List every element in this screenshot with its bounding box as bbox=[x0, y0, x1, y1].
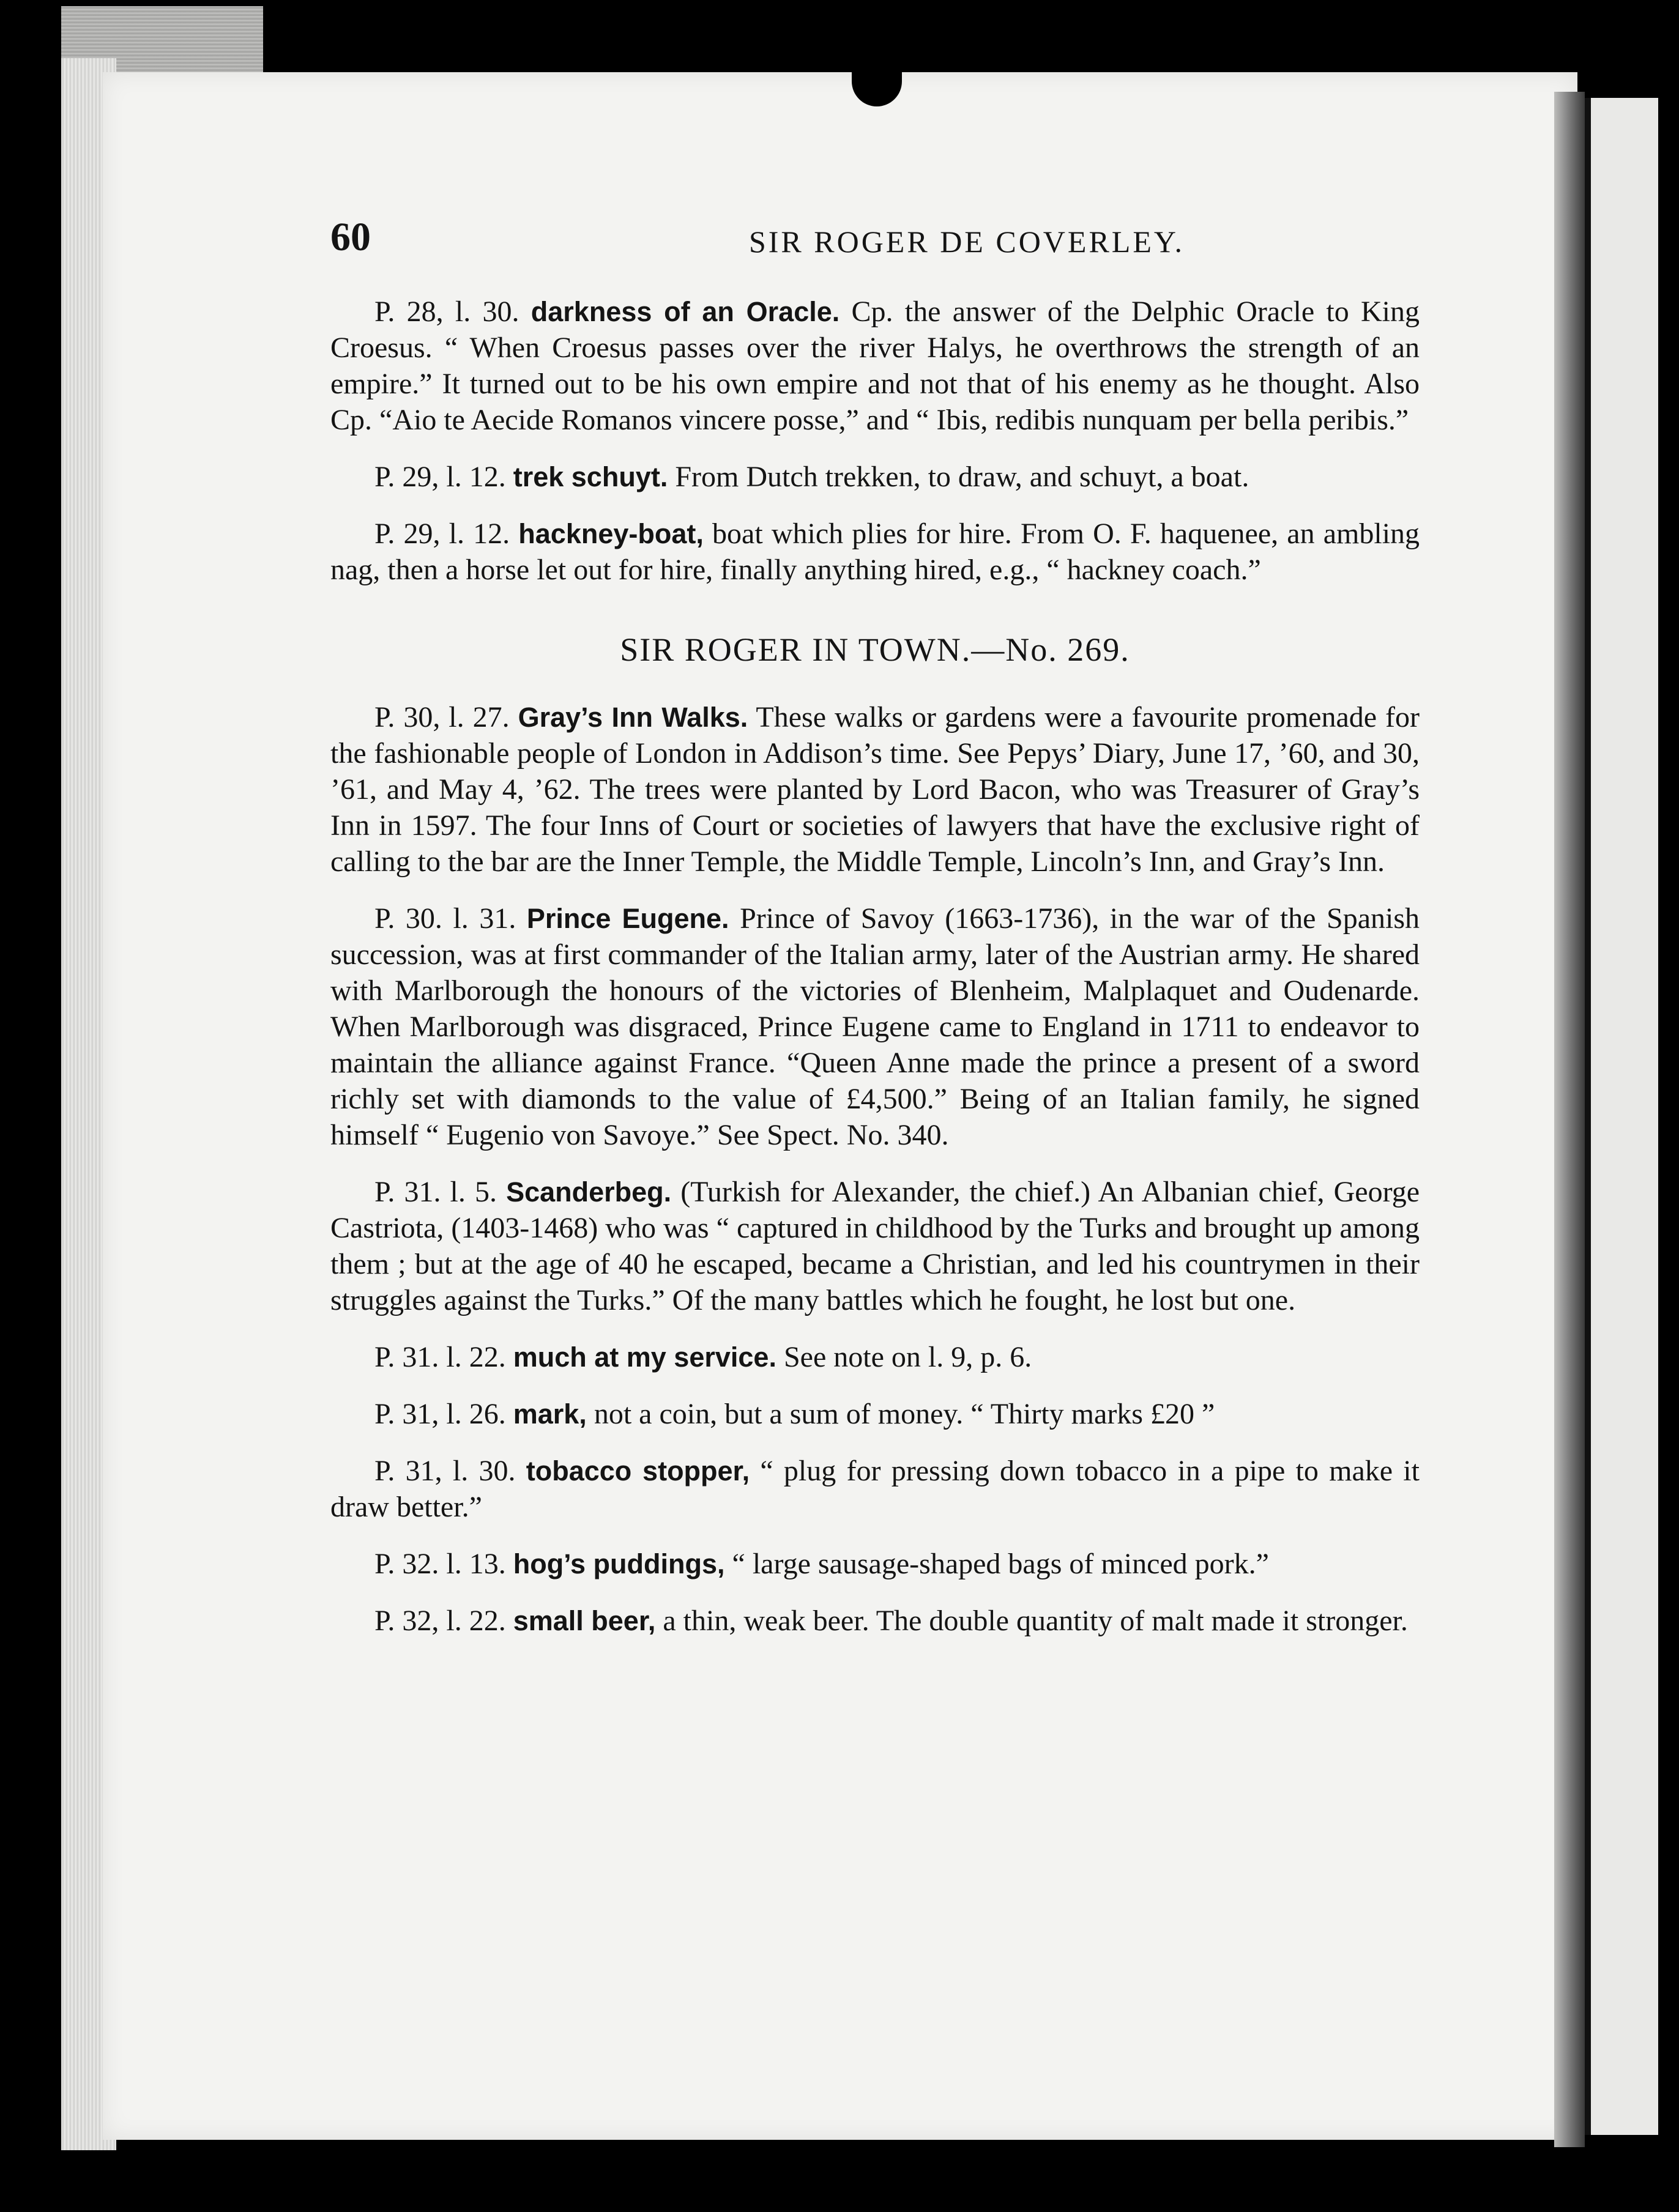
note-entry bbox=[330, 1174, 1420, 1318]
note-text: Cp. the answer of the Delphic Oracle to King Croesus. “ When Croesus passes over the river Halys, he overthrows the strength of an empire.” It turned out to be his own empire and not that of his enemy as he thought. Also Cp. “Aio te Aecide Romanos vincere posse,” and “ Ibis, redibis nunquam per bella peribis.” bbox=[330, 295, 1420, 436]
running-title: SIR ROGER DE COVERLEY. bbox=[748, 225, 1185, 259]
note-text: a thin, weak beer. The double quantity of malt made it stronger. bbox=[663, 1605, 1408, 1637]
facing-page-edge bbox=[1585, 98, 1658, 2135]
note-entry bbox=[330, 900, 1420, 1153]
note-reference: P. 30, l. 27. bbox=[374, 701, 510, 733]
note-lemma: mark, bbox=[513, 1398, 587, 1430]
note-entry bbox=[330, 1546, 1420, 1582]
note-entry bbox=[330, 1396, 1420, 1432]
note-lemma: much at my service. bbox=[513, 1342, 776, 1373]
note-lemma: hackney-boat, bbox=[518, 518, 704, 549]
note-text: “ large sausage-shaped bags of minced pork.” bbox=[732, 1548, 1269, 1580]
note-lemma: Prince Eugene. bbox=[526, 903, 729, 934]
note-reference: P. 31, l. 26. bbox=[374, 1398, 506, 1430]
note-lemma: small beer, bbox=[513, 1605, 656, 1636]
note-text: (Turkish for Alexander, the chief.) An Albanian chief, George Castriota, (1403-1468) who was “ captured in childhood by the Turks and brought up among them ; but at the age of 40 he escaped, became a Christian, and led his countrymen in their struggles against the Turks.” Of the many battles which he fought, he lost but one. bbox=[330, 1176, 1420, 1316]
note-entry bbox=[330, 1453, 1420, 1525]
note-lemma: trek schuyt. bbox=[513, 461, 668, 492]
notes-group-b bbox=[330, 699, 1420, 1639]
note-lemma: Scanderbeg. bbox=[506, 1176, 672, 1208]
note-lemma: hog’s puddings, bbox=[513, 1548, 725, 1579]
note-lemma: tobacco stopper, bbox=[526, 1455, 750, 1486]
page-number: 60 bbox=[330, 215, 371, 259]
note-reference: P. 31, l. 30. bbox=[374, 1455, 516, 1487]
note-text: “ plug for pressing down tobacco in a pipe to make it draw better.” bbox=[330, 1455, 1420, 1523]
note-reference: P. 31. l. 22. bbox=[374, 1341, 506, 1373]
note-text: Prince of Savoy (1663-1736), in the war of the Spanish succession, was at first commander of the Italian army, later of the Austrian army. He shared with Marlborough the honours of the victories of Blenheim, Malplaquet and Oudenarde. When Marlborough was disgraced, Prince Eugene came to England in 1711 to endeavor to maintain the alliance against France. “Queen Anne made the prince a present of a sword richly set with diamonds to the value of £4,500.” Being of an Italian family, he signed himself “ Eugenio von Savoye.” See Spect. No. 340. bbox=[330, 902, 1420, 1151]
running-head bbox=[330, 214, 1420, 269]
note-reference: P. 32. l. 13. bbox=[374, 1548, 506, 1580]
page-content bbox=[330, 214, 1420, 1660]
note-entry bbox=[330, 699, 1420, 880]
note-reference: P. 32, l. 22. bbox=[374, 1605, 506, 1637]
note-text: boat which plies for hire. From O. F. haquenee, an ambling nag, then a horse let out for hire, finally anything hired, e.g., “ hackney coach.” bbox=[330, 518, 1420, 586]
note-text: From Dutch trekken, to draw, and schuyt, a boat. bbox=[675, 461, 1249, 493]
note-entry bbox=[330, 1603, 1420, 1639]
note-reference: P. 29, l. 12. bbox=[374, 461, 506, 493]
note-reference: P. 28, l. 30. bbox=[374, 295, 519, 328]
note-entry bbox=[330, 516, 1420, 588]
section-heading: SIR ROGER IN TOWN.—No. 269. bbox=[620, 631, 1130, 668]
note-text: See note on l. 9, p. 6. bbox=[783, 1341, 1032, 1373]
note-reference: P. 30. l. 31. bbox=[374, 902, 516, 935]
note-reference: P. 29, l. 12. bbox=[374, 518, 510, 550]
note-entry bbox=[330, 294, 1420, 438]
note-lemma: Gray’s Inn Walks. bbox=[518, 702, 748, 733]
note-reference: P. 31. l. 5. bbox=[374, 1176, 497, 1208]
book-spine bbox=[1554, 92, 1585, 2147]
note-lemma: darkness of an Oracle. bbox=[531, 296, 840, 327]
note-entry bbox=[330, 459, 1420, 495]
note-text: not a coin, but a sum of money. “ Thirty marks £20 ” bbox=[594, 1398, 1215, 1430]
note-text: These walks or gardens were a favourite promenade for the fashionable people of London in Addison’s time. See Pepys’ Diary, June 17, ’60, and 30, ’61, and May 4, ’62. The trees were planted by Lord Bacon, who was Treasurer of Gray’s Inn in 1597. The four Inns of Court or societies of lawyers that have the exclusive right of calling to the bar are the Inner Temple, the Middle Temple, Lincoln’s Inn, and Gray’s Inn. bbox=[330, 701, 1420, 878]
note-entry bbox=[330, 1339, 1420, 1375]
notes-group-a bbox=[330, 294, 1420, 588]
